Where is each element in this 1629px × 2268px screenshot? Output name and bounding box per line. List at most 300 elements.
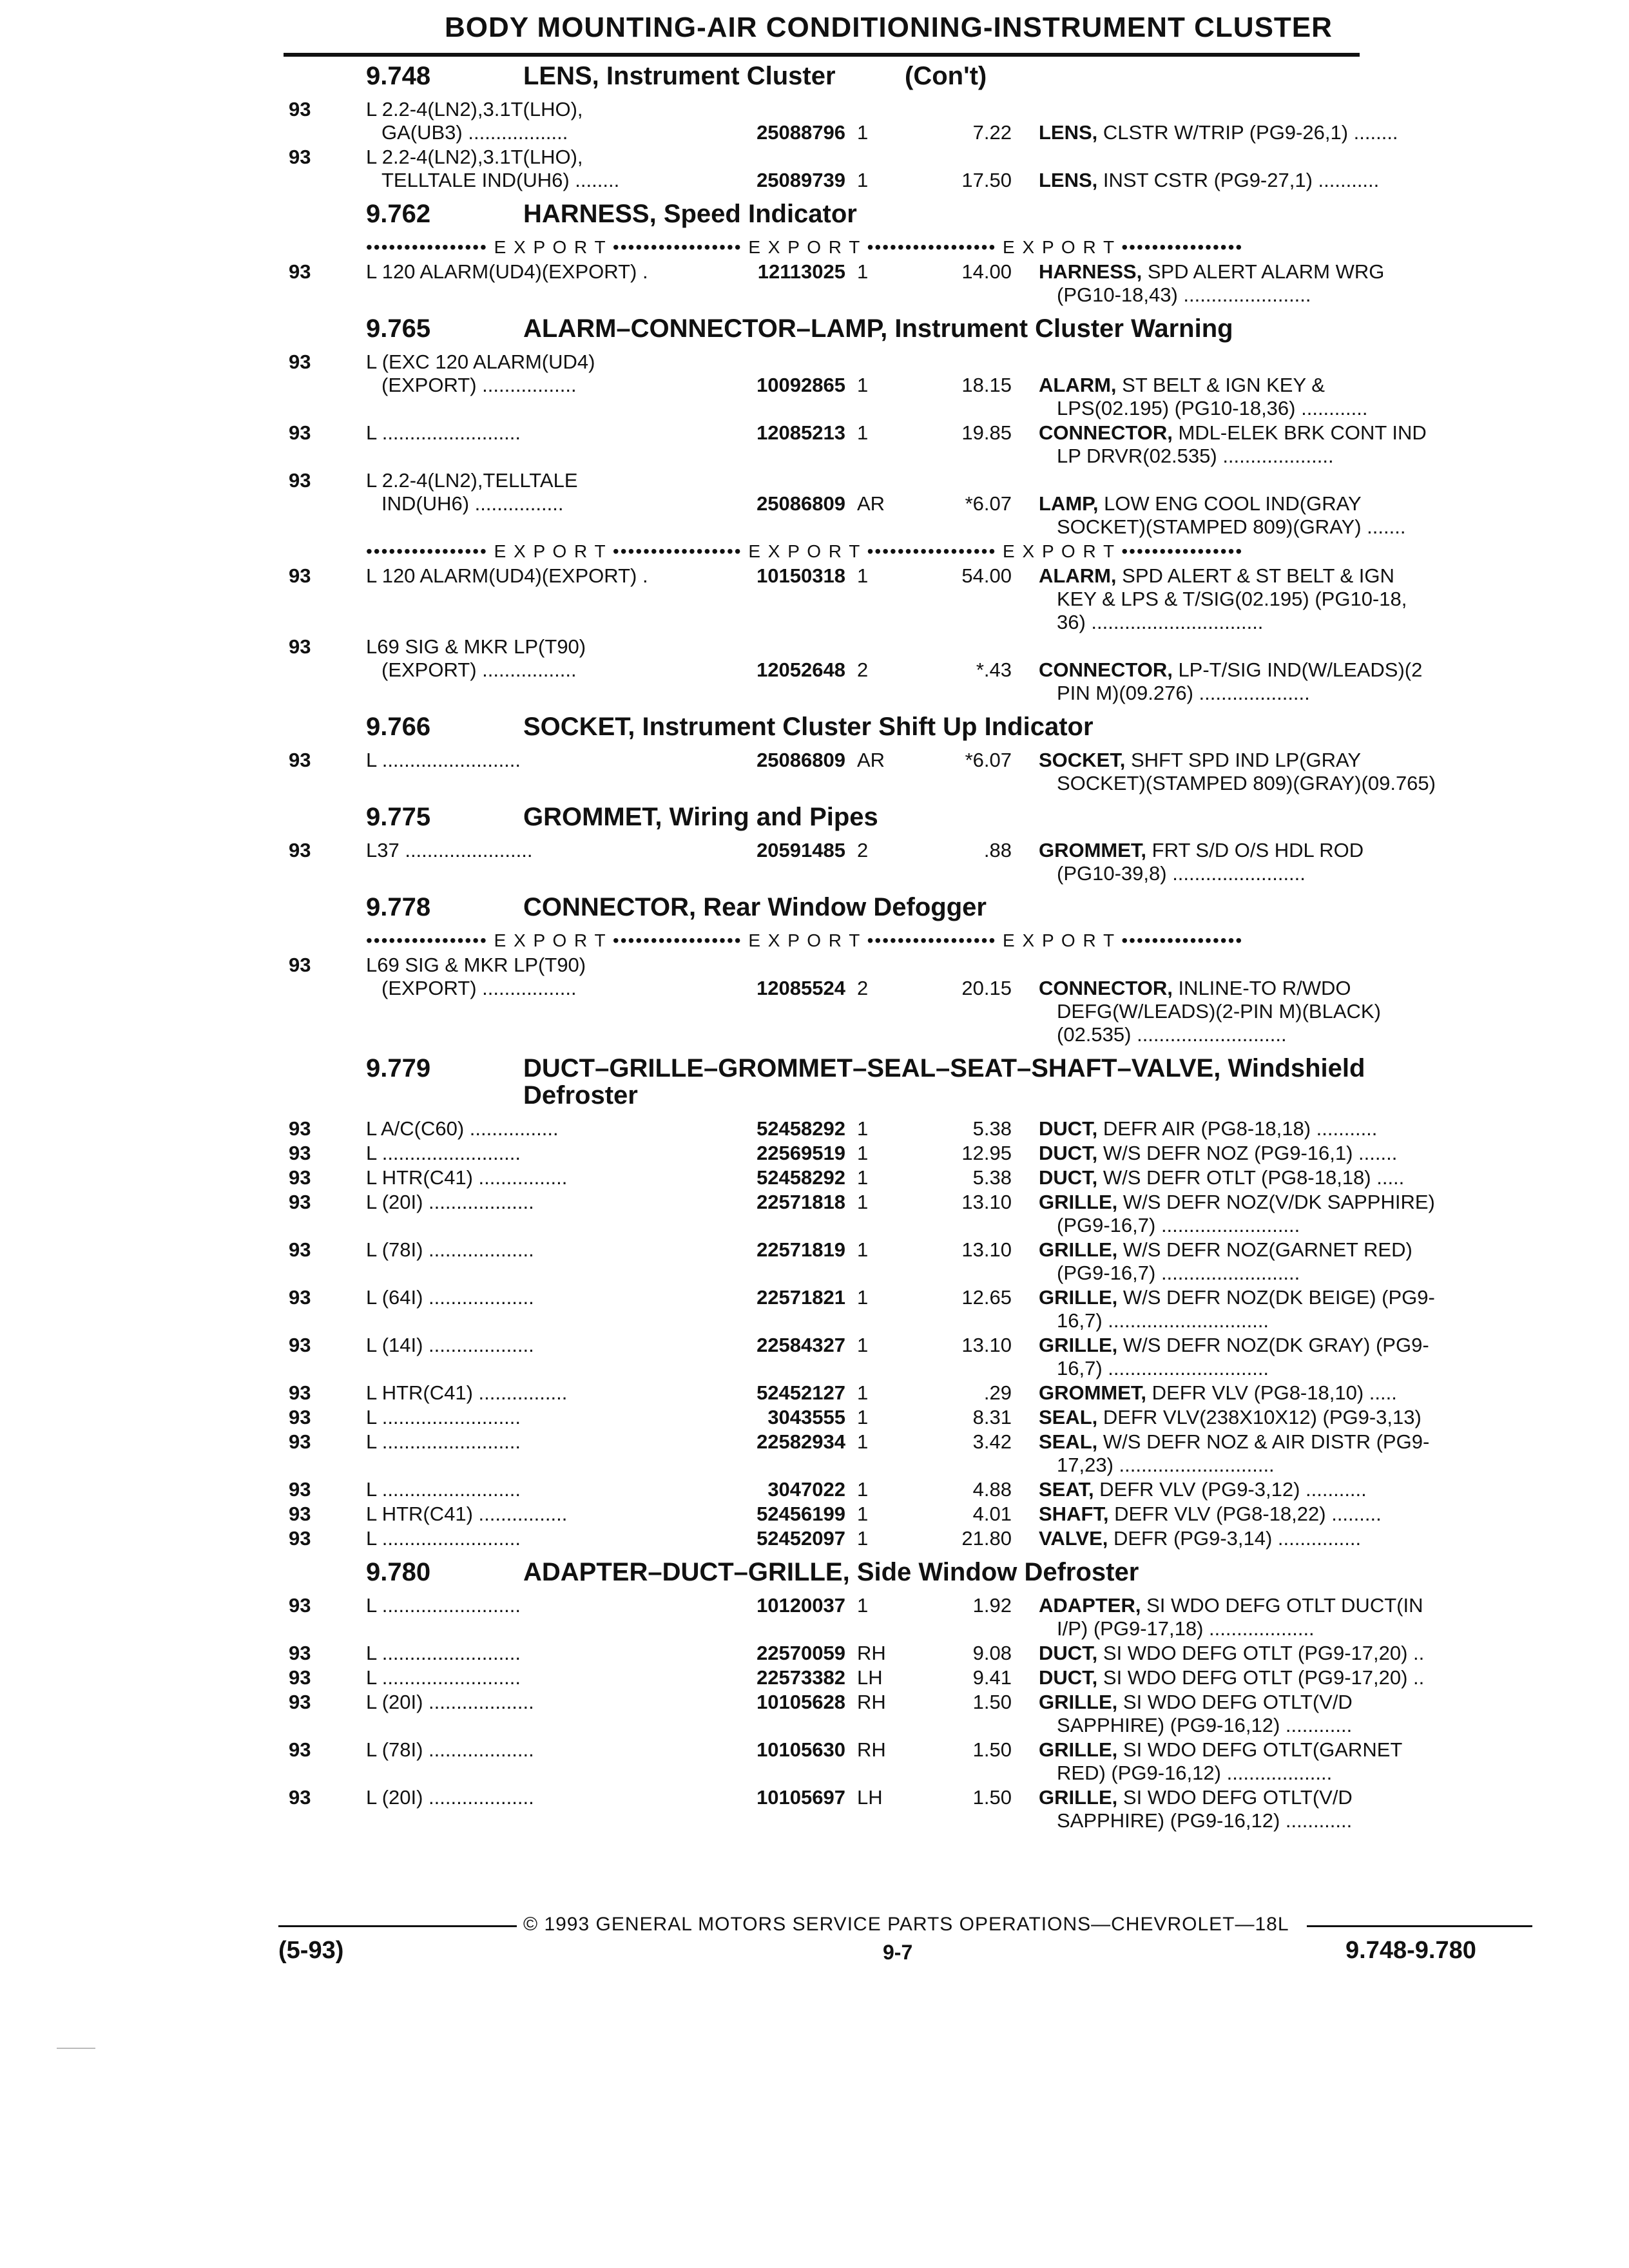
description-keyword: GROMMET, [1039,839,1147,861]
quantity: 1 [857,1142,869,1164]
part-number: 52456199 [757,1503,845,1525]
description-line: DEFR VLV(238X10X12) (PG9-3,13) [1097,1406,1422,1428]
description-line: KEY & LPS & T/SIG(02.195) (PG10-18, [1057,588,1407,610]
part-number: 12052648 [757,658,845,681]
section-title: ADAPTER–DUCT–GRILLE, Side Window Defroster [523,1558,1139,1586]
quantity: 2 [857,977,869,999]
price: 3.42 [972,1430,1012,1453]
price: 4.01 [972,1503,1012,1525]
quantity: LH [857,1786,883,1809]
section-number: 9.762 [366,200,431,228]
part-number: 22582934 [757,1430,845,1453]
description-keyword: GRILLE, [1039,1691,1118,1713]
part-description [1039,1503,1516,1526]
description-keyword: SHAFT, [1039,1503,1109,1525]
part-number: 10105630 [757,1738,845,1761]
usage-text [366,564,714,588]
part-number: 22571821 [757,1286,845,1309]
price: 4.88 [972,1478,1012,1501]
usage-text [366,1334,714,1357]
description-line: (PG9-16,7) ......................... [1057,1214,1300,1236]
description-line: SPD ALERT & ST BELT & IGN [1116,564,1394,587]
model-year: 93 [289,1334,311,1356]
usage-text [366,1191,714,1214]
model-year: 93 [289,1738,311,1761]
usage-line: L69 SIG & MKR LP(T90) [366,635,586,658]
description-keyword: GRILLE, [1039,1286,1118,1309]
part-description [1039,1142,1516,1165]
quantity: 1 [857,564,869,587]
quantity: 1 [857,1478,869,1501]
usage-text [366,1166,714,1189]
part-number: 52458292 [757,1166,845,1189]
price: *6.07 [965,492,1012,515]
export-marker: •••••••••••••••• E X P O R T ••••••••••••••••• E X P O R T ••••••••••••••••• E X P O R T •••••••••••••••• [366,237,1244,257]
part-description [1039,977,1516,1046]
footer-date: (5-93) [278,1937,344,1964]
usage-line: (EXPORT) ................. [381,658,577,681]
price: 54.00 [961,564,1012,587]
section-title: HARNESS, Speed Indicator [523,200,857,228]
part-description [1039,1430,1516,1477]
footer-copyright: © 1993 GENERAL MOTORS SERVICE PARTS OPERATIONS—CHEVROLET—18L [523,1914,1289,1935]
price: 21.80 [961,1527,1012,1550]
description-keyword: GRILLE, [1039,1191,1118,1213]
part-number: 22569519 [757,1142,845,1164]
model-year: 93 [289,1381,311,1404]
part-description [1039,121,1516,144]
model-year: 93 [289,1666,311,1689]
price: 12.65 [961,1286,1012,1309]
usage-line: L ......................... [366,1406,521,1428]
description-keyword: GRILLE, [1039,1738,1118,1761]
usage-line: L ......................... [366,1642,521,1664]
description-line: PIN M)(09.276) .................... [1057,682,1310,704]
description-line: DEFR VLV (PG8-18,10) ..... [1146,1381,1397,1404]
description-keyword: DUCT, [1039,1642,1098,1664]
part-description [1039,658,1516,705]
description-line: W/S DEFR NOZ(DK GRAY) (PG9- [1117,1334,1429,1356]
part-description [1039,421,1516,468]
description-keyword: GRILLE, [1039,1238,1118,1261]
quantity: RH [857,1642,886,1664]
description-line: SHFT SPD IND LP(GRAY [1125,749,1362,771]
description-keyword: DUCT, [1039,1666,1098,1689]
usage-line: L (20I) ................... [366,1786,534,1809]
section-number: 9.779 [366,1054,431,1082]
model-year: 93 [289,1142,311,1164]
description-keyword: LAMP, [1039,492,1099,515]
part-description [1039,749,1516,795]
part-number: 10105697 [757,1786,845,1809]
model-year: 93 [289,1594,311,1617]
usage-text [366,1238,714,1262]
price: 1.50 [972,1738,1012,1761]
usage-line: GA(UB3) .................. [381,121,568,144]
section-title-continued: Defroster [523,1081,638,1110]
description-keyword: HARNESS, [1039,260,1142,283]
description-keyword: SEAL, [1039,1430,1098,1453]
quantity: 1 [857,1238,869,1261]
quantity: AR [857,749,885,771]
price: 13.10 [961,1191,1012,1213]
section-number: 9.748 [366,62,431,90]
usage-text [366,954,714,1000]
description-keyword: GRILLE, [1039,1786,1118,1809]
quantity: 1 [857,1191,869,1213]
price: 1.50 [972,1691,1012,1713]
footer-rule-right [1307,1925,1532,1927]
description-line: W/S DEFR NOZ(GARNET RED) [1117,1238,1412,1261]
usage-text [366,469,714,515]
usage-text [366,1503,714,1526]
usage-line: L (64I) ................... [366,1286,534,1309]
usage-text [366,1430,714,1454]
usage-text [366,1738,714,1762]
quantity: 1 [857,374,869,396]
quantity: 1 [857,121,869,144]
usage-line: L (20I) ................... [366,1691,534,1713]
section-number: 9.778 [366,893,431,921]
section-title: LENS, Instrument Cluster [523,62,836,90]
export-marker: •••••••••••••••• E X P O R T ••••••••••••••••• E X P O R T ••••••••••••••••• E X P O R T •••••••••••••••• [366,541,1244,561]
description-line: DEFG(W/LEADS)(2-PIN M)(BLACK) [1057,1000,1381,1023]
price: 9.41 [972,1666,1012,1689]
model-year: 93 [289,954,311,976]
price: *.43 [976,658,1012,681]
part-description [1039,260,1516,307]
footer-rule-left [278,1925,517,1927]
section-continued: (Con't) [905,62,987,90]
description-line: MDL-ELEK BRK CONT IND [1172,421,1427,444]
usage-line: L (EXC 120 ALARM(UD4) [366,351,595,373]
usage-line: L ......................... [366,1142,521,1164]
part-description [1039,1117,1516,1140]
quantity: LH [857,1666,883,1689]
description-line: SOCKET)(STAMPED 809)(GRAY)(09.765) [1057,772,1436,794]
description-line: W/S DEFR NOZ (PG9-16,1) ....... [1097,1142,1398,1164]
description-keyword: ALARM, [1039,374,1117,396]
model-year: 93 [289,421,311,444]
usage-line: L 2.2-4(LN2),TELLTALE [366,469,578,492]
usage-line: L ......................... [366,1430,521,1453]
description-keyword: SEAL, [1039,1406,1098,1428]
description-line: SOCKET)(STAMPED 809)(GRAY) ....... [1057,515,1406,538]
usage-line: L (14I) ................... [366,1334,534,1356]
price: 13.10 [961,1238,1012,1261]
description-line: 16,7) ............................. [1057,1309,1269,1332]
part-number: 10092865 [757,374,845,396]
part-description [1039,1381,1516,1405]
description-keyword: SEAT, [1039,1478,1094,1501]
description-line: SI WDO DEFG OTLT(GARNET [1117,1738,1403,1761]
usage-line: L 120 ALARM(UD4)(EXPORT) . [366,260,648,283]
model-year: 93 [289,260,311,283]
quantity: 1 [857,260,869,283]
part-number: 20591485 [757,839,845,861]
description-line: FRT S/D O/S HDL ROD [1146,839,1364,861]
usage-line: (EXPORT) ................. [381,374,577,396]
usage-text [366,1527,714,1550]
model-year: 93 [289,1430,311,1453]
part-description [1039,1238,1516,1285]
part-number: 12113025 [757,260,845,283]
quantity: 1 [857,1406,869,1428]
price: 9.08 [972,1642,1012,1664]
usage-text [366,260,714,284]
usage-text [366,1478,714,1501]
part-number: 25086809 [757,492,845,515]
description-line: ST BELT & IGN KEY & [1116,374,1325,396]
description-keyword: DUCT, [1039,1117,1098,1140]
quantity: 1 [857,1527,869,1550]
part-number: 3047022 [767,1478,845,1501]
price: 12.95 [961,1142,1012,1164]
model-year: 93 [289,1691,311,1713]
part-number: 25088796 [757,121,845,144]
usage-text [366,1142,714,1165]
part-description [1039,1478,1516,1501]
section-title: ALARM–CONNECTOR–LAMP, Instrument Cluster Warning [523,314,1233,343]
price: 5.38 [972,1117,1012,1140]
part-number: 52452097 [757,1527,845,1550]
part-number: 22573382 [757,1666,845,1689]
model-year: 93 [289,749,311,771]
usage-text [366,146,714,192]
usage-line: IND(UH6) ................ [381,492,564,515]
usage-text [366,635,714,682]
description-keyword: ALARM, [1039,564,1117,587]
usage-text [366,98,714,144]
model-year: 93 [289,1527,311,1550]
section-title: CONNECTOR, Rear Window Defogger [523,893,987,921]
usage-line: L (78I) ................... [366,1738,534,1761]
part-number: 12085213 [757,421,845,444]
section-number: 9.765 [366,314,431,343]
description-line: SI WDO DEFG OTLT(V/D [1117,1786,1353,1809]
usage-text [366,421,714,445]
quantity: 1 [857,1334,869,1356]
quantity: 1 [857,1166,869,1189]
usage-line: L (20I) ................... [366,1191,534,1213]
part-number: 10105628 [757,1691,845,1713]
description-line: SAPPHIRE) (PG9-16,12) ............ [1057,1714,1353,1736]
usage-line: L ......................... [366,1594,521,1617]
part-description [1039,1191,1516,1237]
description-line: DEFR VLV (PG8-18,22) ......... [1108,1503,1382,1525]
price: 20.15 [961,977,1012,999]
usage-text [366,1691,714,1714]
part-description [1039,1594,1516,1640]
usage-line: L ......................... [366,1478,521,1501]
price: .88 [983,839,1012,861]
model-year: 93 [289,1503,311,1525]
price: 17.50 [961,169,1012,191]
price: .29 [983,1381,1012,1404]
description-line: 17,23) ............................ [1057,1454,1275,1476]
part-number: 25086809 [757,749,845,771]
model-year: 93 [289,839,311,861]
usage-text [366,1594,714,1617]
description-keyword: GROMMET, [1039,1381,1147,1404]
part-description [1039,1286,1516,1332]
quantity: 1 [857,1381,869,1404]
part-number: 12085524 [757,977,845,999]
description-line: (PG10-39,8) ........................ [1057,862,1306,885]
usage-text [366,1642,714,1665]
description-line: SI WDO DEFG OTLT (PG9-17,20) .. [1097,1642,1425,1664]
price: 5.38 [972,1166,1012,1189]
section-number: 9.766 [366,713,431,741]
description-line: LOW ENG COOL IND(GRAY [1098,492,1362,515]
description-line: LPS(02.195) (PG10-18,36) ............ [1057,397,1368,419]
model-year: 93 [289,1786,311,1809]
description-keyword: GRILLE, [1039,1334,1118,1356]
model-year: 93 [289,1406,311,1428]
footer-page-number: 9-7 [883,1941,913,1964]
description-line: DEFR VLV (PG9-3,12) ........... [1094,1478,1367,1501]
description-keyword: DUCT, [1039,1166,1098,1189]
section-number: 9.780 [366,1558,431,1586]
usage-line: L 2.2-4(LN2),3.1T(LHO), [366,146,583,168]
description-keyword: CONNECTOR, [1039,658,1173,681]
description-keyword: CONNECTOR, [1039,421,1173,444]
footer-section-range: 9.748-9.780 [1345,1937,1476,1964]
description-line: SI WDO DEFG OTLT DUCT(IN [1141,1594,1423,1617]
description-keyword: LENS, [1039,121,1098,144]
description-line: SI WDO DEFG OTLT (PG9-17,20) .. [1097,1666,1425,1689]
export-marker: •••••••••••••••• E X P O R T ••••••••••••••••• E X P O R T ••••••••••••••••• E X P O R T •••••••••••••••• [366,930,1244,950]
usage-text [366,749,714,772]
description-line: 16,7) ............................. [1057,1357,1269,1379]
description-line: W/S DEFR NOZ(DK BEIGE) (PG9- [1117,1286,1435,1309]
quantity: 1 [857,421,869,444]
usage-line: TELLTALE IND(UH6) ........ [381,169,620,191]
usage-line: L HTR(C41) ................ [366,1503,568,1525]
description-line: INST CSTR (PG9-27,1) ........... [1097,169,1380,191]
description-line: W/S DEFR NOZ(V/DK SAPPHIRE) [1117,1191,1435,1213]
header-rule [284,53,1360,57]
description-line: (PG9-16,7) ......................... [1057,1262,1300,1284]
usage-line: L37 ....................... [366,839,533,861]
scan-artifact [57,2048,95,2049]
usage-text [366,839,714,862]
description-keyword: VALVE, [1039,1527,1108,1550]
part-description [1039,1666,1516,1689]
usage-text [366,1786,714,1809]
usage-line: L HTR(C41) ................ [366,1381,568,1404]
part-description [1039,1642,1516,1665]
quantity: 1 [857,1594,869,1617]
part-description [1039,169,1516,192]
usage-line: L ......................... [366,1666,521,1689]
price: 1.92 [972,1594,1012,1617]
description-line: DEFR (PG9-3,14) ............... [1108,1527,1362,1550]
price: 7.22 [972,121,1012,144]
description-keyword: ADAPTER, [1039,1594,1141,1617]
part-number: 10120037 [757,1594,845,1617]
part-number: 52452127 [757,1381,845,1404]
usage-line: L ......................... [366,1527,521,1550]
part-description [1039,1334,1516,1380]
description-line: W/S DEFR OTLT (PG8-18,18) ..... [1097,1166,1405,1189]
part-description [1039,1166,1516,1189]
usage-line: L HTR(C41) ................ [366,1166,568,1189]
usage-text [366,1286,714,1309]
model-year: 93 [289,146,311,168]
model-year: 93 [289,1286,311,1309]
part-number: 22571819 [757,1238,845,1261]
usage-line: (EXPORT) ................. [381,977,577,999]
usage-line: L A/C(C60) ................ [366,1117,559,1140]
quantity: 1 [857,1117,869,1140]
usage-line: L ......................... [366,749,521,771]
description-keyword: SOCKET, [1039,749,1126,771]
description-line: DEFR AIR (PG8-18,18) ........... [1097,1117,1378,1140]
description-line: SAPPHIRE) (PG9-16,12) ............ [1057,1809,1353,1832]
price: 13.10 [961,1334,1012,1356]
model-year: 93 [289,1166,311,1189]
page-title: BODY MOUNTING-AIR CONDITIONING-INSTRUMENT CLUSTER [445,12,1333,43]
model-year: 93 [289,1117,311,1140]
price: *6.07 [965,749,1012,771]
description-line: SPD ALERT ALARM WRG [1142,260,1385,283]
quantity: 2 [857,839,869,861]
usage-line: L69 SIG & MKR LP(T90) [366,954,586,976]
part-description [1039,492,1516,539]
usage-line: L (78I) ................... [366,1238,534,1261]
section-title: GROMMET, Wiring and Pipes [523,803,878,831]
model-year: 93 [289,1478,311,1501]
part-number: 22571818 [757,1191,845,1213]
section-title: SOCKET, Instrument Cluster Shift Up Indicator [523,713,1094,741]
price: 18.15 [961,374,1012,396]
quantity: 1 [857,1430,869,1453]
part-number: 22570059 [757,1642,845,1664]
quantity: AR [857,492,885,515]
model-year: 93 [289,635,311,658]
section-number: 9.775 [366,803,431,831]
description-line: I/P) (PG9-17,18) ................... [1057,1617,1315,1640]
price: 1.50 [972,1786,1012,1809]
usage-text [366,1381,714,1405]
part-description [1039,839,1516,885]
model-year: 93 [289,564,311,587]
quantity: RH [857,1691,886,1713]
quantity: 1 [857,1503,869,1525]
usage-line: L 2.2-4(LN2),3.1T(LHO), [366,98,583,120]
usage-text [366,1117,714,1140]
part-number: 25089739 [757,169,845,191]
usage-line: L ......................... [366,421,521,444]
part-number: 52458292 [757,1117,845,1140]
part-description [1039,564,1516,634]
model-year: 93 [289,469,311,492]
description-keyword: LENS, [1039,169,1098,191]
model-year: 93 [289,98,311,120]
quantity: 1 [857,169,869,191]
part-number: 3043555 [767,1406,845,1428]
usage-line: L 120 ALARM(UD4)(EXPORT) . [366,564,648,587]
description-line: LP-T/SIG IND(W/LEADS)(2 [1172,658,1423,681]
model-year: 93 [289,351,311,373]
description-line: (02.535) ........................... [1057,1023,1287,1046]
description-line: CLSTR W/TRIP (PG9-26,1) ........ [1097,121,1398,144]
usage-text [366,1666,714,1689]
description-line: RED) (PG9-16,12) ................... [1057,1762,1333,1784]
price: 8.31 [972,1406,1012,1428]
part-description [1039,1786,1516,1832]
